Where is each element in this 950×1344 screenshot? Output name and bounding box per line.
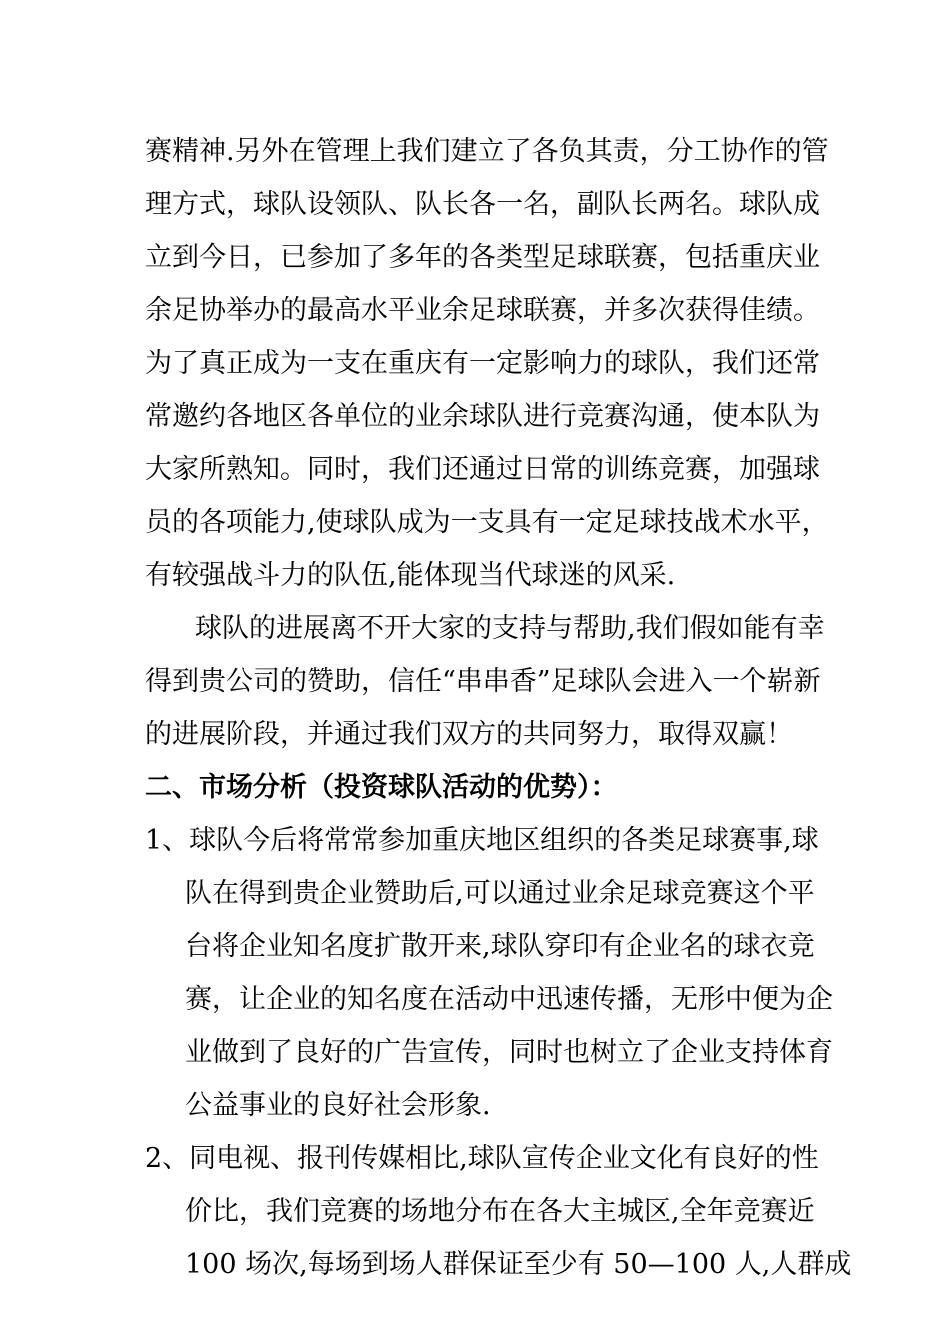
paragraph-1-line: 员的各项能力,使球队成为一支具有一定足球技战术水平， <box>145 507 829 538</box>
paragraph-1-line: 理方式，球队设领队、队长各一名，副队长两名。球队成 <box>145 189 820 220</box>
list-item-1-line: 1、球队今后将常常参加重庆地区组织的各类足球赛事,球 <box>145 825 819 856</box>
paragraph-2-line: 得到贵公司的赞助，信任“串串香”足球队会进入一个崭新 <box>145 666 821 697</box>
list-item-1-line: 赛，让企业的知名度在活动中迅速传播，无形中便为企 <box>185 984 833 1015</box>
list-item-2-line: 价比，我们竞赛的场地分布在各大主城区,全年竞赛近 <box>185 1196 815 1227</box>
list-item-2-line: 100 场次,每场到场人群保证至少有 50—100 人,人群成 <box>185 1249 852 1280</box>
list-item-1-line: 业做到了良好的广告宣传，同时也树立了企业支持体育 <box>185 1037 833 1068</box>
list-item-2-line: 2、同电视、报刊传媒相比,球队宣传企业文化有良好的性 <box>145 1143 819 1174</box>
paragraph-1-line: 大家所熟知。同时，我们还通过日常的训练竞赛，加强球 <box>145 454 820 485</box>
paragraph-1-line: 有较强战斗力的队伍,能体现当代球迷的风采. <box>145 560 676 591</box>
paragraph-2-line: 球队的进展离不开大家的支持与帮助,我们假如能有幸 <box>195 613 825 644</box>
paragraph-1-line: 常邀约各地区各单位的业余球队进行竞赛沟通，使本队为 <box>145 401 820 432</box>
paragraph-2-line: 的进展阶段，并通过我们双方的共同努力，取得双赢！ <box>145 719 793 750</box>
paragraph-1-line: 立到今日，已参加了多年的各类型足球联赛，包括重庆业 <box>145 242 820 273</box>
list-item-1-line: 队在得到贵企业赞助后,可以通过业余足球竞赛这个平 <box>185 878 815 909</box>
paragraph-1-line: 余足协举办的最高水平业余足球联赛，并多次获得佳绩。 <box>145 295 820 326</box>
paragraph-1-line: 为了真正成为一支在重庆有一定影响力的球队，我们还常 <box>145 348 820 379</box>
list-item-1-line: 公益事业的良好社会形象. <box>185 1090 491 1121</box>
section-heading: 二、市场分析（投资球队活动的优势）： <box>145 772 618 803</box>
list-item-1-line: 台将企业知名度扩散开来,球队穿印有企业名的球衣竞 <box>185 931 815 962</box>
paragraph-1-line: 赛精神.另外在管理上我们建立了各负其责，分工协作的管 <box>145 136 829 167</box>
